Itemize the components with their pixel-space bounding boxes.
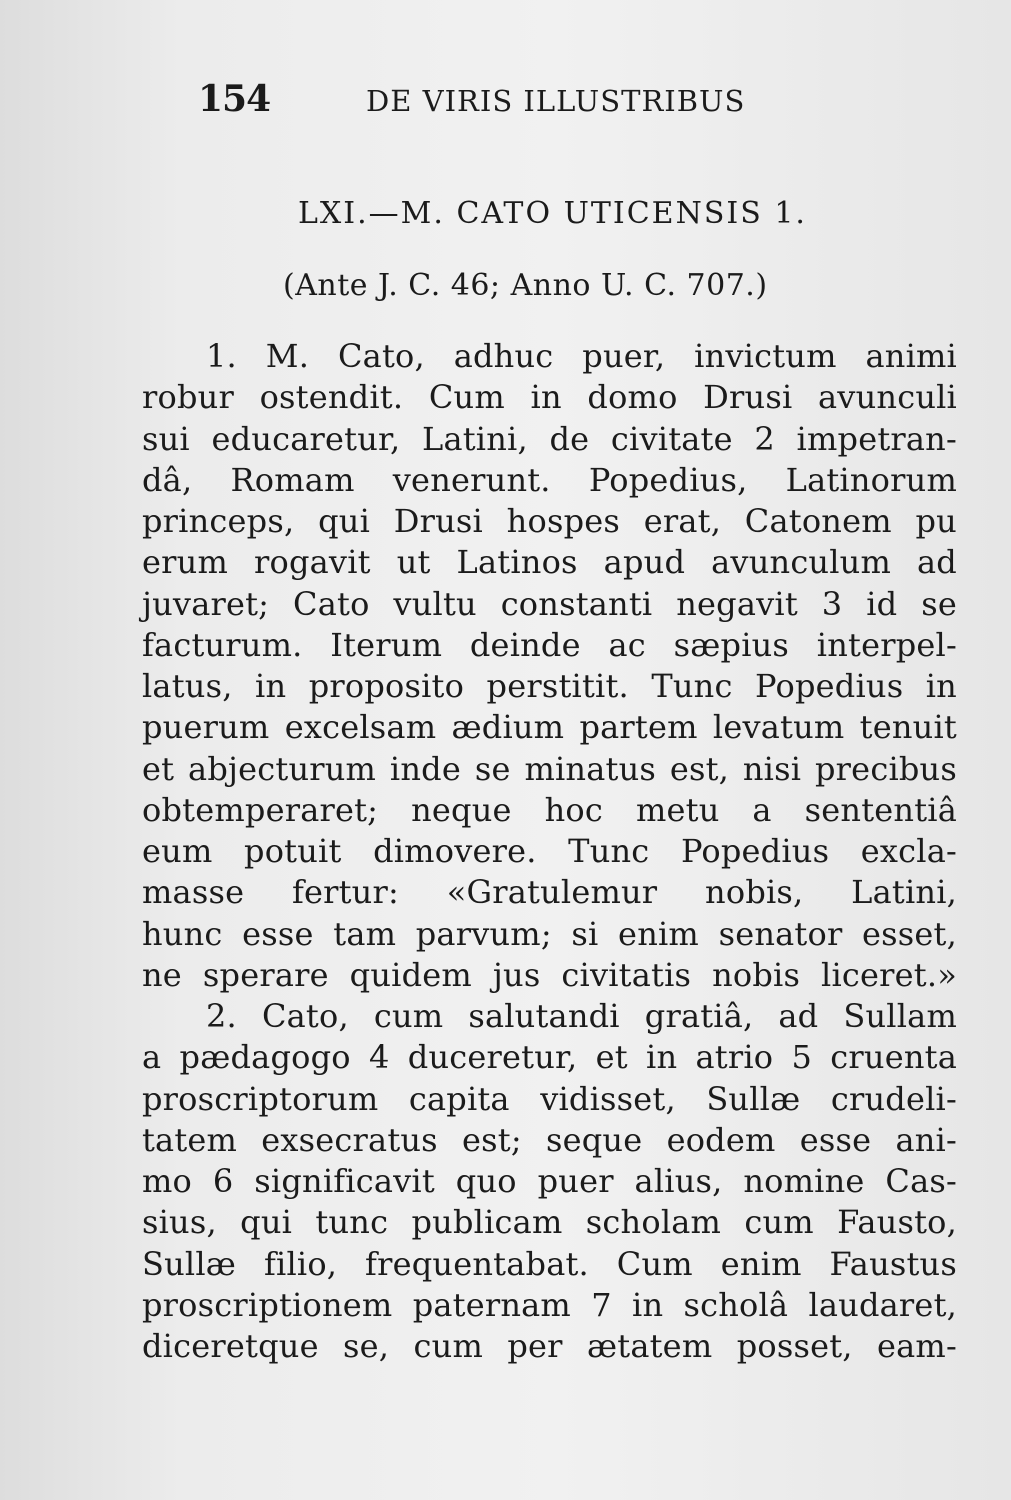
body-text	[142, 336, 957, 1367]
text-line: robur ostendit. Cum in domo Drusi avunculi	[142, 378, 957, 417]
text-line: ne sperare quidem jus civitatis nobis liceret.»	[142, 955, 957, 994]
chapter-date: (Ante J. C. 46; Anno U. C. 707.)	[283, 268, 768, 303]
text-line: masse fertur: «Gratulemur nobis, Latini,	[142, 873, 957, 912]
running-title: DE VIRIS ILLUSTRIBUS	[366, 84, 746, 118]
text-line: sius, qui tunc publicam scholam cum Fausto,	[142, 1203, 957, 1242]
text-line: erum rogavit ut Latinos apud avunculum ad	[142, 543, 957, 582]
text-line: obtemperaret; neque hoc metu a sententiâ	[142, 790, 957, 829]
text-line: tatem exsecratus est; seque eodem esse ani-	[142, 1120, 957, 1159]
chapter-title: LXI.—M. CATO UTICENSIS 1.	[298, 196, 807, 231]
text-line: facturum. Iterum deinde ac sæpius interpel-	[142, 625, 957, 664]
text-line: sui educaretur, Latini, de civitate 2 impetran-	[142, 419, 957, 458]
text-line: diceretque se, cum per ætatem posset, eam-	[142, 1327, 957, 1365]
text-line: Sullæ filio, frequentabat. Cum enim Faustus	[142, 1244, 957, 1283]
text-line: hunc esse tam parvum; si enim senator esset,	[142, 914, 957, 953]
running-head	[198, 78, 758, 128]
text-line: eum potuit dimovere. Tunc Popedius excla-	[142, 832, 957, 870]
text-line: mo 6 significavit quo puer alius, nomine Cas-	[142, 1162, 957, 1200]
text-line: a pædagogo 4 duceretur, et in atrio 5 cruenta	[142, 1038, 957, 1077]
text-line: 2. Cato, cum salutandi gratiâ, ad Sullam	[206, 997, 957, 1035]
text-line: proscriptionem paternam 7 in scholâ laudaret,	[142, 1285, 957, 1324]
text-line: 1. M. Cato, adhuc puer, invictum animi	[206, 337, 957, 375]
page-number: 154	[198, 78, 271, 120]
text-line: dâ, Romam venerunt. Popedius, Latinorum	[142, 460, 957, 499]
text-line: et abjecturum inde se minatus est, nisi precibus	[142, 749, 957, 788]
text-line: puerum excelsam ædium partem levatum tenuit	[142, 708, 957, 747]
text-line: proscriptorum capita vidisset, Sullæ crudeli-	[142, 1079, 957, 1118]
text-line: princeps, qui Drusi hospes erat, Catonem pu	[142, 502, 957, 540]
text-line: juvaret; Cato vultu constanti negavit 3 id se	[142, 584, 957, 623]
text-line: latus, in proposito perstitit. Tunc Popedius in	[142, 667, 957, 705]
